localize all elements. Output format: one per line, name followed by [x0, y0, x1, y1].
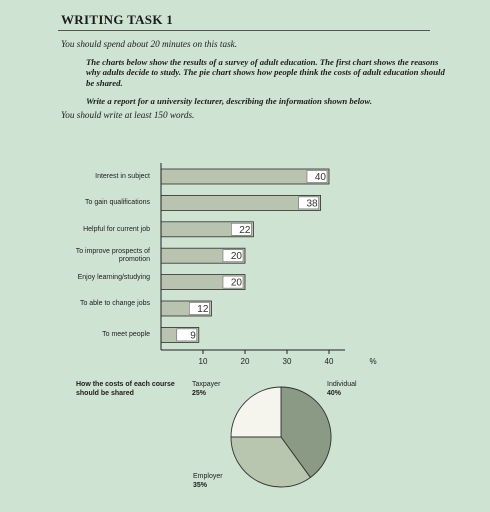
- x-tick-label-3: 40: [324, 357, 334, 366]
- pie-label-taxpayer-name: Taxpayer: [192, 381, 221, 388]
- x-tick-label-0: 10: [198, 357, 208, 366]
- bar-label-6: To meet people: [102, 331, 150, 339]
- bar-value-1: 38: [306, 198, 318, 210]
- bar-value-3: 20: [230, 251, 242, 263]
- bar-value-0: 40: [314, 172, 326, 183]
- time-note: You should spend about 20 minutes on this task.: [61, 39, 238, 49]
- pie-label-taxpayer: [192, 380, 220, 398]
- task-prompt: The charts below show the results of a survey of adult education. The first chart shows the reasons why adults decide to study. The pie chart shows how people think the costs of adult education should be shared.: [86, 57, 445, 88]
- word-count-note: You should write at least 150 words.: [61, 110, 195, 120]
- bar-value-6: 9: [190, 330, 196, 342]
- bar-value-5: 12: [197, 304, 209, 315]
- bar-value-4: 20: [230, 277, 242, 289]
- bar-label-4: Enjoy learning/studying: [77, 273, 150, 281]
- x-tick-label-1: 20: [240, 357, 250, 366]
- bar-0: [161, 169, 329, 184]
- bar-label-1: To gain qualifications: [85, 199, 150, 207]
- bar-label-2: Helpful for current job: [83, 225, 150, 233]
- pie-chart-title: How the costs of each course should be shared: [76, 381, 175, 397]
- task-title: WRITING TASK 1: [61, 12, 174, 27]
- x-tick-label-2: 30: [282, 357, 292, 366]
- pie-slice-taxpayer: [231, 387, 281, 437]
- bar-label-0: Interest in subject: [95, 173, 150, 180]
- pie-label-employer-pct: 35%: [193, 482, 208, 489]
- pie-label-individual: [327, 380, 357, 398]
- pie-label-employer: [193, 472, 223, 490]
- bar-1: [161, 195, 321, 210]
- pie-label-employer-name: Employer: [193, 473, 223, 480]
- bar-label-5: To able to change jobs: [79, 300, 150, 307]
- pie-label-individual-name: Individual: [327, 381, 357, 388]
- x-axis-unit: %: [369, 357, 377, 366]
- pie-label-taxpayer-pct: 25%: [192, 390, 207, 397]
- bar-value-2: 22: [239, 224, 251, 236]
- bar-label-3: To improve prospects of promotion: [75, 248, 150, 264]
- task-instruction: Write a report for a university lecturer, describing the information shown below.: [86, 96, 372, 106]
- pie-label-individual-pct: 40%: [327, 390, 342, 397]
